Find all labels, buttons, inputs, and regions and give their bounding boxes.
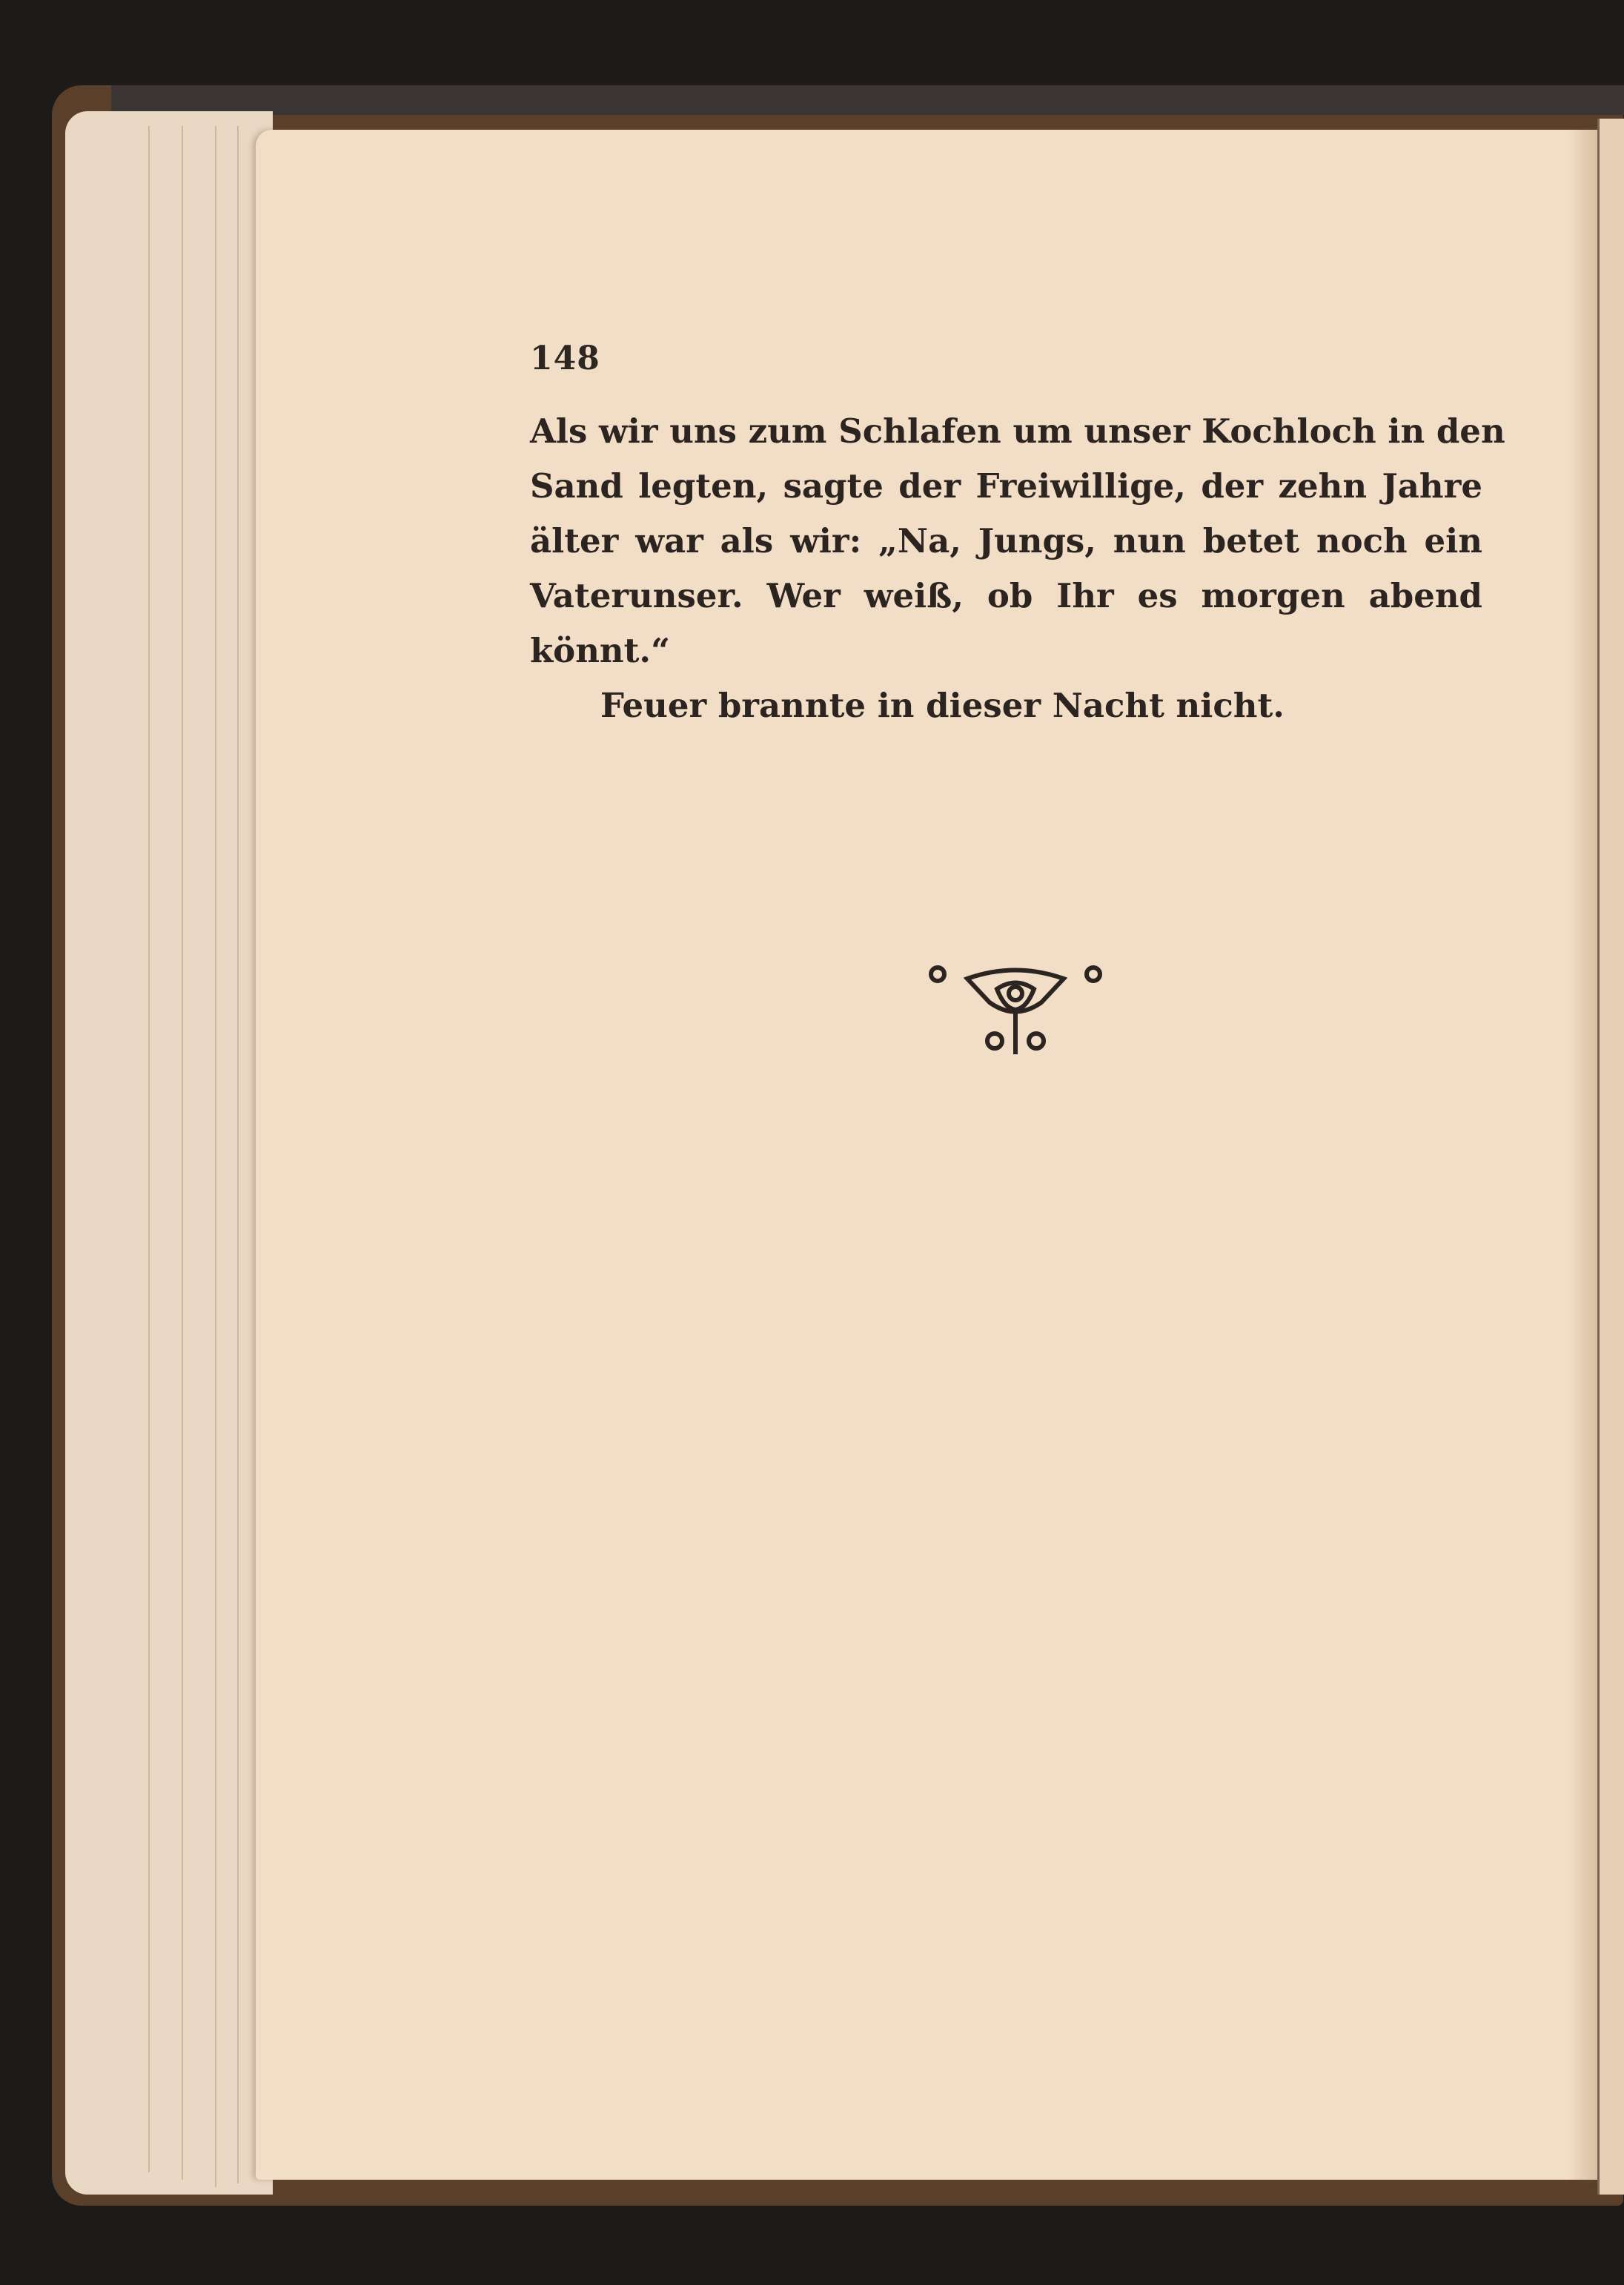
body-text: [530, 404, 1505, 733]
text-line: könnt.“: [530, 631, 670, 670]
book-spine-top: [111, 85, 1624, 115]
page-number: 148: [530, 340, 600, 377]
page-gutter: [1568, 130, 1597, 2180]
text-line: Vaterunser. Wer weiß, ob Ihr es morgen abend: [530, 576, 1482, 615]
facing-page-edge: [1597, 119, 1624, 2195]
text-line: älter war als wir: „Na, Jungs, nun betet noch ein: [530, 521, 1482, 560]
page-stack-edge: [65, 111, 273, 2195]
page-edge-line: [215, 126, 216, 2187]
text-line: Als wir uns zum Schlafen um unser Kochloch in den: [530, 411, 1505, 451]
text-line: Sand legten, sagte der Freiwillige, der zehn Jahre: [530, 466, 1482, 506]
page-edge-line: [237, 126, 239, 2183]
tailpiece-ornament: [923, 958, 1108, 1069]
page-edge-line: [148, 126, 150, 2172]
text-line: Feuer brannte in dieser Nacht nicht.: [600, 686, 1285, 725]
page-edge-line: [182, 126, 183, 2180]
